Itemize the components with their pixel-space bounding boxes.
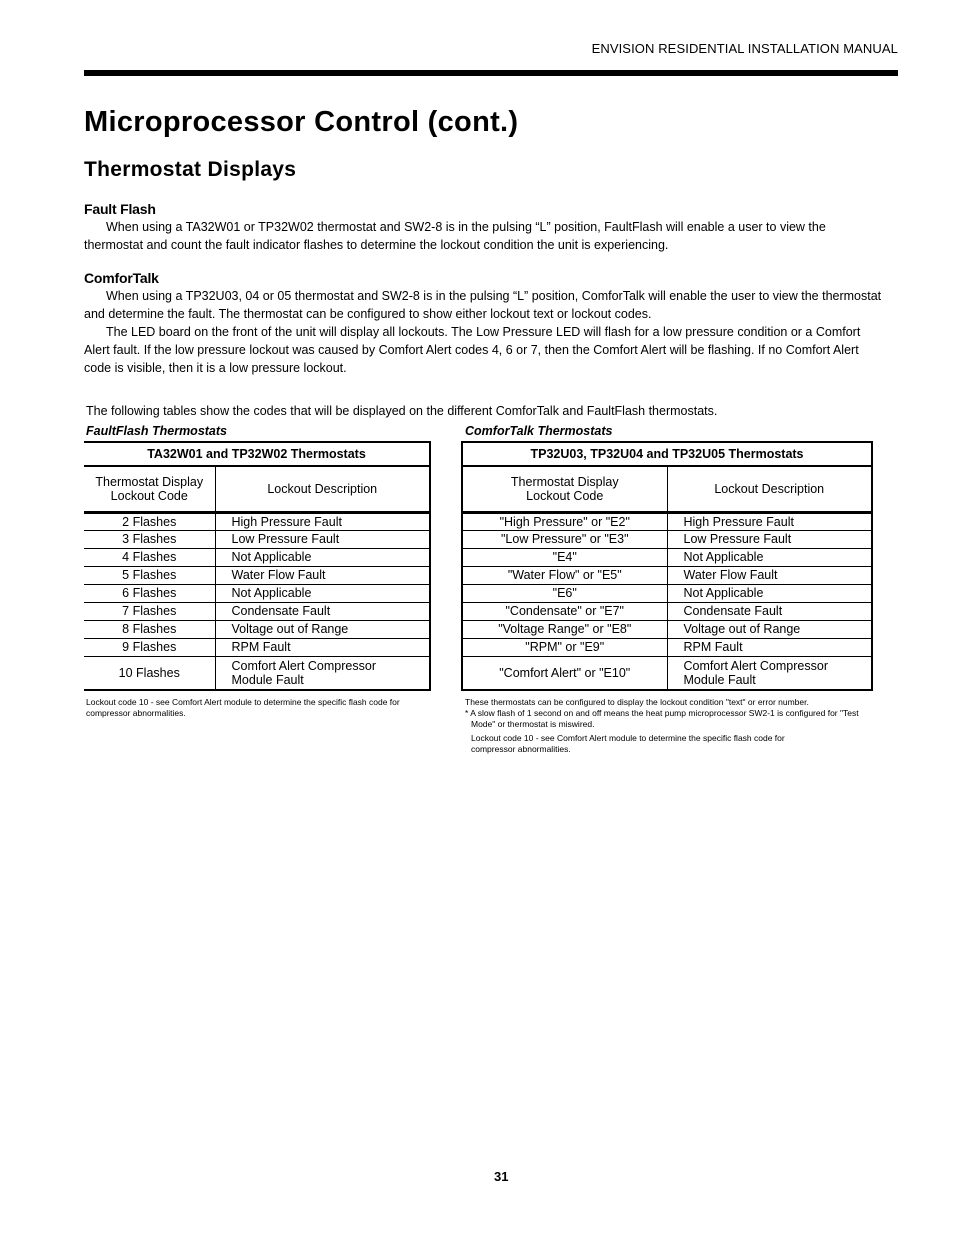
lockout-code-cell: "Water Flow" or "E5" (462, 566, 667, 584)
lockout-description-cell: Voltage out of Range (215, 620, 430, 638)
tables-intro: The following tables show the codes that will be displayed on the different ComforTalk and FaultFlash thermostats. (86, 404, 718, 418)
lockout-description-cell: Condensate Fault (667, 602, 872, 620)
page-number: 31 (494, 1169, 509, 1184)
table-title-row (462, 442, 872, 466)
lockout-description-cell: High Pressure Fault (215, 512, 430, 530)
lockout-code-cell: 2 Flashes (84, 512, 215, 530)
table-row (84, 602, 430, 620)
lockout-code-cell: 4 Flashes (84, 548, 215, 566)
table-row (462, 602, 872, 620)
table-row (84, 584, 430, 602)
lockout-description-cell: Not Applicable (667, 548, 872, 566)
lockout-description-cell: Voltage out of Range (667, 620, 872, 638)
table-row (84, 566, 430, 584)
lockout-description-cell: RPM Fault (667, 638, 872, 656)
lockout-code-cell: 6 Flashes (84, 584, 215, 602)
lockout-code-cell: 10 Flashes (84, 656, 215, 690)
table-row (84, 638, 430, 656)
lockout-code-cell: "E4" (462, 548, 667, 566)
table-row (462, 656, 872, 690)
table-row (84, 548, 430, 566)
lockout-code-cell: "Voltage Range" or "E8" (462, 620, 667, 638)
lockout-description-cell: Not Applicable (667, 584, 872, 602)
table-row (462, 548, 872, 566)
table-header-row (84, 466, 430, 512)
lockout-code-cell: 3 Flashes (84, 530, 215, 548)
col-header-lockout-code: Thermostat Display Lockout Code (84, 466, 215, 512)
comfortalk-heading: ComforTalk (84, 270, 159, 286)
lockout-code-cell: 7 Flashes (84, 602, 215, 620)
section-title: Thermostat Displays (84, 158, 297, 181)
lockout-description-cell: Comfort Alert Compressor Module Fault (667, 656, 872, 690)
fault-flash-heading: Fault Flash (84, 201, 156, 217)
lockout-description-cell: Low Pressure Fault (215, 530, 430, 548)
comfortalk-table (461, 441, 873, 691)
table-title-row (84, 442, 430, 466)
lockout-description-cell: Water Flow Fault (215, 566, 430, 584)
col-header-lockout-description: Lockout Description (215, 466, 430, 512)
table-row (84, 656, 430, 690)
table-row (462, 584, 872, 602)
lockout-code-cell: 9 Flashes (84, 638, 215, 656)
col-header-lockout-code: Thermostat Display Lockout Code (462, 466, 667, 512)
lockout-code-cell: "RPM" or "E9" (462, 638, 667, 656)
page-title: Microprocessor Control (cont.) (84, 106, 519, 138)
table-row (462, 620, 872, 638)
lockout-code-cell: 5 Flashes (84, 566, 215, 584)
header-rule (84, 70, 898, 76)
lockout-code-cell: "E6" (462, 584, 667, 602)
faultflash-table (84, 441, 431, 691)
comfortalk-table-note-3: Lockout code 10 - see Comfort Alert module to determine the specific flash code for compressor abnormalities. (471, 733, 785, 754)
table-row (84, 530, 430, 548)
table-header-row (462, 466, 872, 512)
manual-title: ENVISION RESIDENTIAL INSTALLATION MANUAL (591, 41, 898, 56)
comfortalk-table-caption: ComforTalk Thermostats (465, 424, 613, 438)
lockout-code-cell: "Low Pressure" or "E3" (462, 530, 667, 548)
lockout-code-cell: "High Pressure" or "E2" (462, 512, 667, 530)
faultflash-table-note: Lockout code 10 - see Comfort Alert module to determine the specific flash code for compressor abnormalities. (86, 697, 400, 718)
lockout-code-cell: "Condensate" or "E7" (462, 602, 667, 620)
lockout-description-cell: Low Pressure Fault (667, 530, 872, 548)
faultflash-table-title: TA32W01 and TP32W02 Thermostats (147, 447, 366, 461)
comfortalk-paragraph-2: The LED board on the front of the unit will display all lockouts. The Low Pressure LED will flash for a low pressure condition or a Comfort Alert fault. If the low pressure lockout was caused by Comfort Alert codes 4, 6 or 7, then the Comfort Alert will be flashing. If no Comfort Alert code is visible, then it is a low pressure lockout. (84, 325, 861, 375)
faultflash-table-caption: FaultFlash Thermostats (86, 424, 227, 438)
table-row (462, 530, 872, 548)
table-row (84, 512, 430, 530)
fault-flash-paragraph: When using a TA32W01 or TP32W02 thermostat and SW2-8 is in the pulsing “L” position, FaultFlash will enable a user to view the thermostat and count the fault indicator flashes to determine the lockout condition the unit is experiencing. (84, 220, 826, 252)
comfortalk-table-note-2: * A slow flash of 1 second on and off means the heat pump microprocessor SW2-1 is configured for "Test Mode" or thermostat is miswired. (465, 708, 859, 729)
lockout-description-cell: Condensate Fault (215, 602, 430, 620)
col-header-lockout-description: Lockout Description (667, 466, 872, 512)
comfortalk-table-note-1: These thermostats can be configured to display the lockout condition "text" or error number. (465, 697, 809, 707)
lockout-description-cell: Not Applicable (215, 584, 430, 602)
lockout-description-cell: Not Applicable (215, 548, 430, 566)
lockout-description-cell: RPM Fault (215, 638, 430, 656)
lockout-description-cell: Comfort Alert Compressor Module Fault (215, 656, 430, 690)
table-row (462, 638, 872, 656)
table-row (84, 620, 430, 638)
lockout-code-cell: "Comfort Alert" or "E10" (462, 656, 667, 690)
lockout-description-cell: Water Flow Fault (667, 566, 872, 584)
comfortalk-table-title: TP32U03, TP32U04 and TP32U05 Thermostats (530, 447, 804, 461)
comfortalk-paragraph-1: When using a TP32U03, 04 or 05 thermostat and SW2-8 is in the pulsing “L” position, ComforTalk will enable the user to view the thermostat and determine the fault. The thermostat can be configured to show either lockout text or lockout codes. (84, 289, 882, 321)
table-row (462, 512, 872, 530)
lockout-code-cell: 8 Flashes (84, 620, 215, 638)
table-row (462, 566, 872, 584)
lockout-description-cell: High Pressure Fault (667, 512, 872, 530)
